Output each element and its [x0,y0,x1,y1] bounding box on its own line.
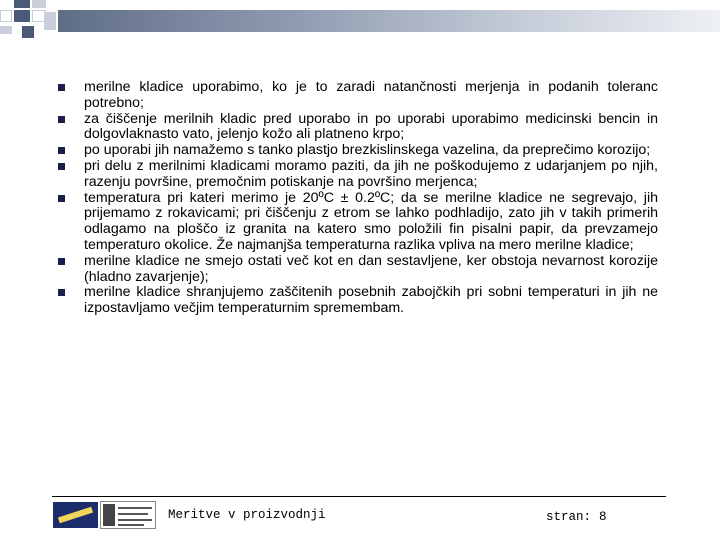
header-decoration [0,0,720,40]
list-item [58,143,658,159]
logo-line [118,524,144,526]
decor-square [14,10,30,22]
list-item-text: temperatura pri kateri merimo je 20ºC ± 0.2ºC; da se merilne kladice ne segrevajo, jih prijemamo z rokavicami; pri čiščenju z etrom se lahko podhladijo, zato jih v takih primerih odlagamo na ploščo iz granita na katero smo položili fin pisalni papir, da prevzamejo temperaturo okolice. Že najmanjša temperaturna razlika vpliva na mero merilne kladice; [84,189,658,253]
square-bullet-icon [58,258,65,265]
header-gradient-bar [58,10,720,32]
square-bullet-icon [58,116,65,123]
square-bullet-icon [58,84,65,91]
square-bullet-icon [58,147,65,154]
list-item [58,254,658,286]
list-item [58,80,658,112]
list-item-text: po uporabi jih namažemo s tanko plastjo brezkislinskega vazelina, da preprečimo korozijo; [84,142,651,159]
square-bullet-icon [58,195,65,202]
logo-mark [103,504,115,526]
page-label: stran: [546,510,592,524]
footer-title: Meritve v proizvodnji [168,508,326,522]
page-number: 8 [599,510,607,524]
bullet-list [58,80,658,317]
decor-square [0,26,12,34]
list-item [58,285,658,317]
laboratory-logo [100,501,156,529]
decor-square [22,26,34,38]
list-item-text: pri delu z merilnimi kladicami moramo paziti, da jih ne poškodujemo z udarjanjem po njih, razenju površine, premočnim potiskanje na površino merjenca; [84,157,658,190]
list-item [58,191,658,254]
logo-line [118,513,148,515]
logo-stripe [58,507,93,524]
page-indicator [546,510,607,524]
decor-square [14,0,30,8]
square-bullet-icon [58,163,65,170]
footer-divider [52,496,666,497]
decor-square [32,0,46,8]
decor-square [44,12,56,30]
decor-square [0,10,12,22]
school-logo [53,502,98,528]
list-item-text: merilne kladice ne smejo ostati več kot en dan sestavljene, ker obstoja nevarnost korozije (hladno zavarjenje); [84,252,658,285]
logo-line [118,507,152,509]
list-item-text: za čiščenje merilnih kladic pred uporabo in po uporabi uporabimo medicinski bencin in dolgovlaknasto vato, jelenjo kožo ali platneno krpo; [84,110,658,143]
list-item [58,159,658,191]
square-bullet-icon [58,289,65,296]
logo-line [118,519,152,521]
list-item-text: merilne kladice shranjujemo zaščitenih posebnih zabojčkih pri sobni temperaturi in jih ne izpostavljamo večjim temperaturnim spremembam. [84,284,658,317]
list-item [58,112,658,144]
list-item-text: merilne kladice uporabimo, ko je to zaradi natančnosti merjenja in podanih toleranc potrebno; [84,79,658,111]
